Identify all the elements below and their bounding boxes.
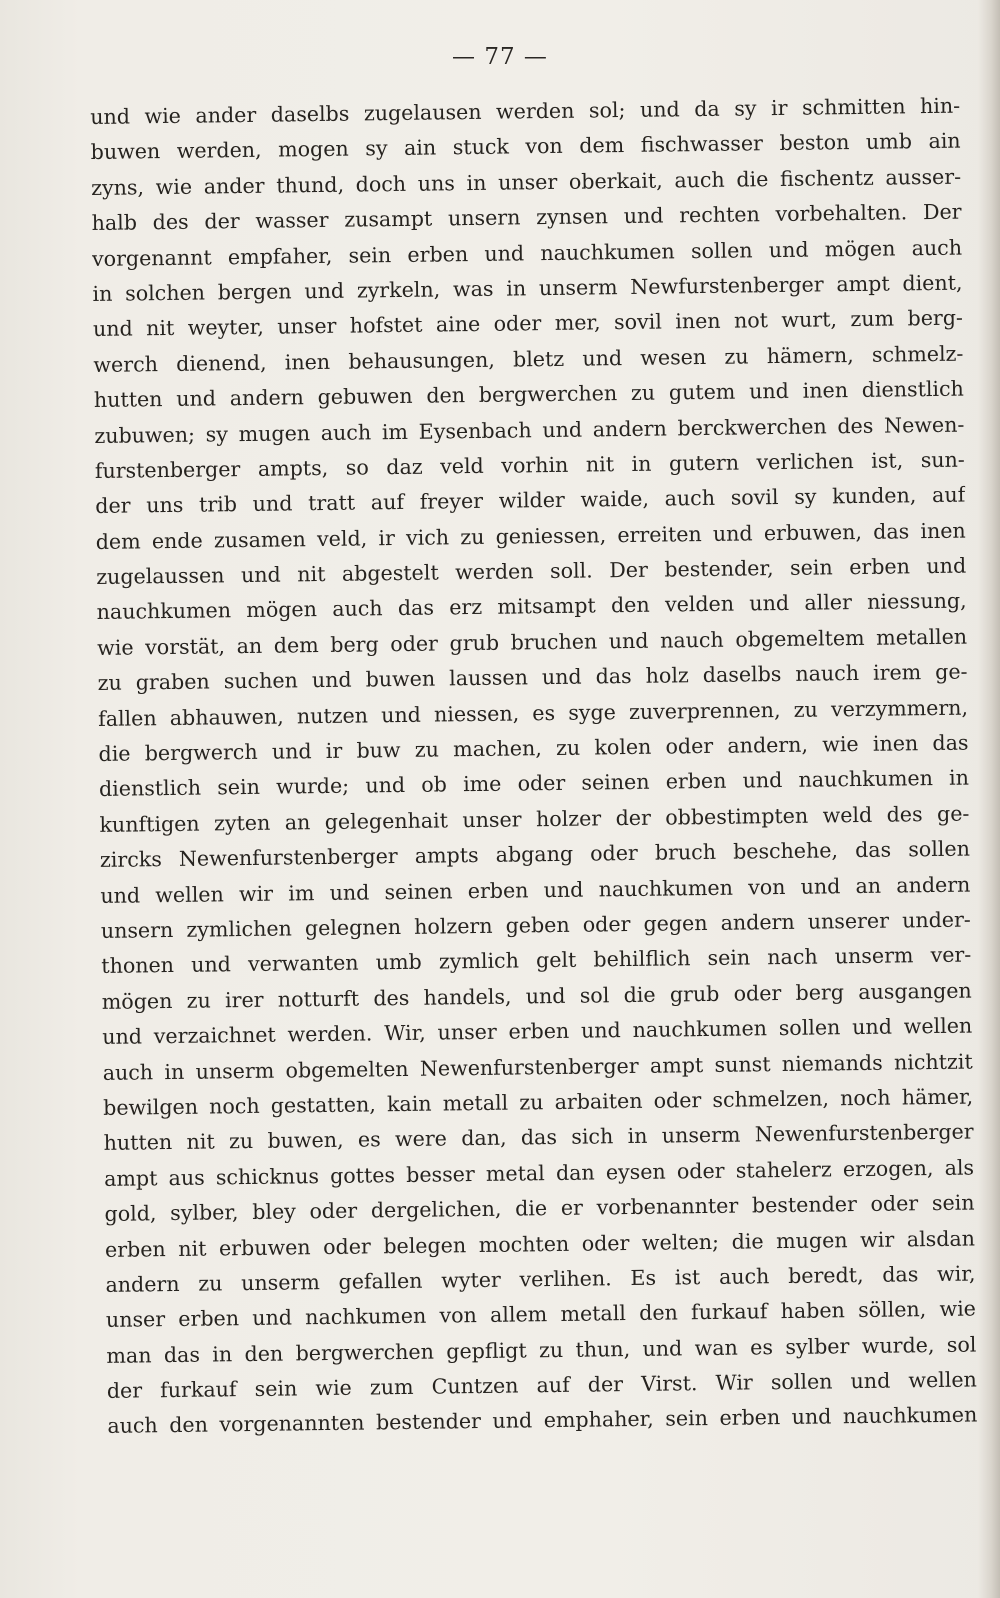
- text-line: kunftigen zyten an gelegenhait unser holzer der obbestimpten weld des ge-: [99, 801, 970, 837]
- text-line: werch dienend, inen behausungen, bletz und wesen zu hämern, schmelz-: [93, 341, 964, 377]
- text-line: hutten nit zu buwen, es were dan, das sich in unserm Newenfurstenberger: [103, 1119, 974, 1156]
- text-line: unsern zymlichen gelegnen holzern geben oder gegen andern unserer under-: [100, 907, 971, 943]
- text-line: und wie ander daselbs zugelausen werden sol; und da sy ir schmitten hin-: [90, 93, 961, 129]
- text-line: in solchen bergen und zyrkeln, was in unserm Newfurstenberger ampt dient,: [92, 270, 963, 306]
- text-line: buwen werden, mogen sy ain stuck von dem fischwasser beston umb ain: [90, 128, 961, 165]
- text-line: und wellen wir im und seinen erben und nauchkumen von und an andern: [100, 872, 971, 908]
- text-line: und nit weyter, unser hofstet aine oder mer, sovil inen not wurt, zum berg-: [92, 305, 964, 342]
- text-line: man das in den bergwerchen gepfligt zu thun, und wan es sylber wurde, sol: [106, 1332, 977, 1368]
- text-line: mögen zu irer notturft des handels, und sol die grub oder berg ausgangen: [101, 978, 972, 1014]
- page-number: — 77 —: [452, 44, 548, 70]
- text-line: zyns, wie ander thund, doch uns in unser oberkait, auch die fischentz ausser-: [90, 164, 962, 200]
- text-line: wie vorstät, an dem berg oder grub bruchen und nauch obgemeltem metallen: [97, 624, 968, 660]
- body-text: [90, 89, 978, 1445]
- page-edge-shadow: [978, 0, 1000, 1598]
- text-line: vorgenannt empfaher, sein erben und nauchkumen sollen und mögen auch: [91, 235, 963, 271]
- text-line: unser erben und nachkumen von allem metall den furkauf haben söllen, wie: [105, 1296, 977, 1333]
- text-line: der furkauf sein wie zum Cuntzen auf der Virst. Wir sollen und wellen: [106, 1367, 977, 1403]
- text-line: furstenberger ampts, so daz veld vorhin nit in gutern verlichen ist, sun-: [94, 447, 965, 483]
- text-line: thonen und verwanten umb zymlich gelt behilflich sein nach unserm ver-: [101, 942, 972, 979]
- text-line: auch den vorgenannten bestender und emphaher, sein erben und nauchkumen: [107, 1402, 978, 1439]
- text-line: dem ende zusamen veld, ir vich zu geniessen, erreiten und erbuwen, das inen: [95, 518, 966, 554]
- text-line: andern zu unserm gefallen wyter verlihen. Es ist auch beredt, das wir,: [105, 1261, 976, 1297]
- text-line: hutten und andern gebuwen den bergwerchen zu gutem und inen dienstlich: [93, 376, 965, 413]
- text-line: ampt aus schicknus gottes besser metal dan eysen oder stahelerz erzogen, als: [103, 1155, 975, 1191]
- text-line: bewilgen noch gestatten, kain metall zu arbaiten oder schmelzen, noch hämer,: [103, 1084, 974, 1120]
- text-line: erben nit erbuwen oder belegen mochten oder welten; die mugen wir alsdan: [104, 1226, 976, 1262]
- text-line: halb des der wasser zusampt unsern zynsen und rechten vorbehalten. Der: [91, 199, 962, 236]
- text-line: auch in unserm obgemelten Newenfurstenberger ampt sunst niemands nichtzit: [102, 1049, 973, 1085]
- text-line: und verzaichnet werden. Wir, unser erben und nauchkumen sollen und wellen: [102, 1013, 973, 1050]
- text-line: dienstlich sein wurde; und ob ime oder seinen erben und nauchkumen in: [98, 765, 970, 802]
- text-line: fallen abhauwen, nutzen und niessen, es syge zuverprennen, zu verzymmern,: [97, 695, 969, 731]
- text-line: zircks Newenfurstenberger ampts abgang oder bruch beschehe, das sollen: [99, 836, 971, 873]
- text-line: zugelaussen und nit abgestelt werden soll. Der bestender, sein erben und: [96, 553, 967, 590]
- text-line: nauchkumen mögen auch das erz mitsampt den velden und aller niessung,: [96, 589, 967, 625]
- text-line: gold, sylber, bley oder dergelichen, die er vorbenannter bestender oder sein: [104, 1190, 975, 1227]
- text-line: zubuwen; sy mugen auch im Eysenbach und andern berckwerchen des Newen-: [94, 412, 965, 448]
- text-line: zu graben suchen und buwen laussen und das holz daselbs nauch irem ge-: [97, 659, 968, 696]
- text-line: die bergwerch und ir buw zu machen, zu kolen oder andern, wie inen das: [98, 730, 969, 766]
- text-line: der uns trib und tratt auf freyer wilder waide, auch sovil sy kunden, auf: [95, 482, 966, 519]
